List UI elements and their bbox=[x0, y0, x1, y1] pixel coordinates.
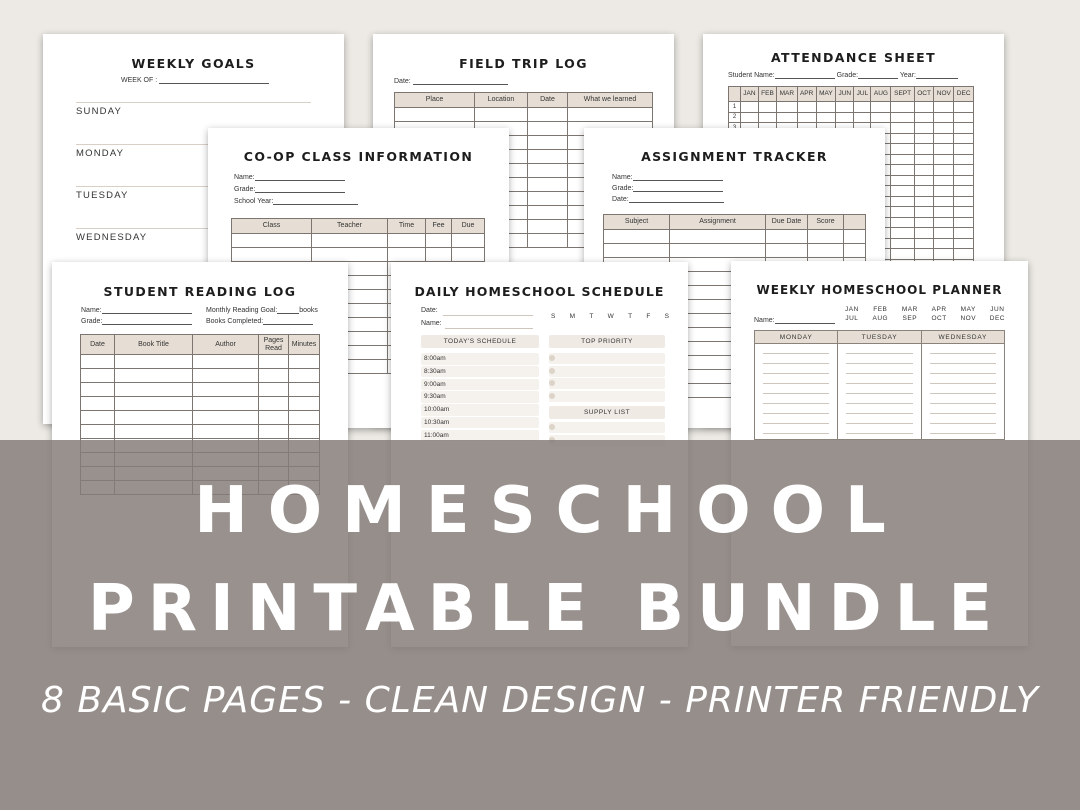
attendance-cell bbox=[934, 102, 954, 113]
date-label: Date: bbox=[612, 196, 629, 203]
attendance-cell bbox=[741, 102, 759, 113]
attendance-cell bbox=[891, 123, 914, 134]
school-year-label: School Year: bbox=[234, 198, 274, 205]
month-label[interactable]: APR bbox=[931, 306, 947, 313]
col-place: Place bbox=[395, 93, 475, 108]
note-line bbox=[846, 353, 912, 354]
attendance-cell bbox=[934, 144, 954, 155]
month-pair bbox=[873, 305, 889, 323]
col-due: Due bbox=[452, 219, 485, 234]
table-row bbox=[81, 355, 320, 369]
month-header: JAN bbox=[741, 87, 759, 102]
day-column bbox=[837, 331, 920, 439]
day-header: TUESDAY bbox=[838, 331, 920, 344]
attendance-cell bbox=[914, 154, 934, 165]
day-monday: MONDAY bbox=[76, 148, 125, 159]
note-line bbox=[763, 353, 829, 354]
table-row bbox=[604, 244, 866, 258]
col-date: Date bbox=[81, 335, 115, 355]
attendance-cell bbox=[914, 165, 934, 176]
note-line bbox=[930, 413, 996, 414]
attendance-cell bbox=[914, 112, 934, 123]
note-line bbox=[930, 373, 996, 374]
day-tuesday: TUESDAY bbox=[76, 190, 129, 201]
month-header: APR bbox=[797, 87, 816, 102]
month-header: JUN bbox=[836, 87, 854, 102]
month-label[interactable]: JUN bbox=[990, 306, 1005, 313]
attendance-cell bbox=[836, 102, 854, 113]
col-author: Author bbox=[193, 335, 259, 355]
note-line bbox=[763, 363, 829, 364]
col-minutes: Minutes bbox=[289, 335, 320, 355]
attendance-cell bbox=[777, 102, 797, 113]
attendance-cell bbox=[954, 228, 974, 239]
day-header: WEDNESDAY bbox=[922, 331, 1004, 344]
month-header: MAY bbox=[816, 87, 835, 102]
day-column bbox=[921, 331, 1004, 439]
attendance-cell bbox=[914, 207, 934, 218]
time-label: 10:00am bbox=[424, 406, 450, 414]
attendance-cell bbox=[934, 175, 954, 186]
table-row bbox=[729, 102, 974, 113]
attendance-cell bbox=[836, 112, 854, 123]
attendance-cell bbox=[954, 144, 974, 155]
weekday-letter[interactable]: W bbox=[607, 313, 614, 320]
attendance-cell bbox=[934, 217, 954, 228]
books-label: books bbox=[299, 307, 318, 314]
table-row bbox=[232, 234, 485, 248]
attendance-cell bbox=[914, 228, 934, 239]
note-line bbox=[930, 363, 996, 364]
attendance-cell bbox=[871, 102, 891, 113]
bullet-icon bbox=[549, 355, 555, 361]
row-number-header bbox=[729, 87, 741, 102]
priority-list bbox=[549, 353, 665, 403]
col-book-title: Book Title bbox=[115, 335, 193, 355]
day-column bbox=[755, 331, 837, 439]
time-label: 9:30am bbox=[424, 393, 446, 401]
attendance-cell bbox=[891, 102, 914, 113]
schedule-slot bbox=[421, 404, 539, 416]
note-line bbox=[763, 413, 829, 414]
attendance-cell bbox=[891, 249, 914, 260]
col-extra bbox=[844, 215, 866, 230]
schedule-slot bbox=[421, 417, 539, 429]
attendance-cell bbox=[871, 112, 891, 123]
note-line bbox=[763, 433, 829, 434]
year-label: Year: bbox=[899, 72, 916, 79]
month-header: MAR bbox=[777, 87, 797, 102]
attendance-cell bbox=[954, 133, 974, 144]
attendance-cell bbox=[954, 102, 974, 113]
attendance-cell bbox=[914, 196, 934, 207]
note-line bbox=[846, 423, 912, 424]
time-label: 8:00am bbox=[424, 355, 446, 362]
month-header: NOV bbox=[934, 87, 954, 102]
attendance-cell bbox=[934, 238, 954, 249]
list-item bbox=[549, 353, 665, 364]
attendance-cell bbox=[954, 186, 974, 197]
month-header: AUG bbox=[871, 87, 891, 102]
daily-title: DAILY HOMESCHOOL SCHEDULE bbox=[414, 284, 665, 299]
list-item bbox=[549, 391, 665, 402]
time-label: 10:30am bbox=[424, 418, 450, 426]
attendance-cell bbox=[797, 112, 816, 123]
week-of-label: WEEK OF : bbox=[121, 77, 158, 84]
attendance-cell bbox=[758, 112, 776, 123]
reading-title: STUDENT READING LOG bbox=[103, 284, 297, 299]
note-line bbox=[846, 433, 912, 434]
table-row bbox=[604, 230, 866, 244]
time-label: 9:00am bbox=[424, 380, 446, 388]
col-location: Location bbox=[475, 93, 528, 108]
time-label: 8:30am bbox=[424, 367, 446, 375]
note-line bbox=[846, 403, 912, 404]
attendance-cell bbox=[934, 228, 954, 239]
attendance-cell bbox=[891, 186, 914, 197]
month-header: OCT bbox=[914, 87, 934, 102]
month-header: DEC bbox=[954, 87, 974, 102]
student-name-label: Student Name: bbox=[728, 72, 775, 79]
attendance-cell bbox=[954, 123, 974, 134]
attendance-cell bbox=[914, 186, 934, 197]
grade-label: Grade: bbox=[81, 318, 103, 325]
month-label[interactable]: MAY bbox=[960, 306, 976, 313]
table-row bbox=[395, 108, 653, 122]
note-line bbox=[763, 373, 829, 374]
attendance-cell bbox=[891, 217, 914, 228]
time-label: 11:00am bbox=[424, 431, 449, 439]
attendance-cell bbox=[914, 144, 934, 155]
attendance-cell bbox=[891, 196, 914, 207]
attendance-cell bbox=[954, 249, 974, 260]
col-due-date: Due Date bbox=[766, 215, 808, 230]
weekday-selector bbox=[551, 313, 669, 320]
attendance-cell bbox=[891, 238, 914, 249]
date-line bbox=[413, 77, 508, 85]
list-item bbox=[549, 366, 665, 377]
table-row bbox=[81, 397, 320, 411]
attendance-cell bbox=[934, 249, 954, 260]
attendance-cell bbox=[777, 112, 797, 123]
divider bbox=[76, 102, 311, 103]
col-fee: Fee bbox=[426, 219, 452, 234]
grade-label: Grade: bbox=[612, 185, 634, 192]
note-line bbox=[763, 383, 829, 384]
col-score: Score bbox=[808, 215, 844, 230]
month-label[interactable]: AUG bbox=[872, 315, 889, 322]
field-trip-title: FIELD TRIP LOG bbox=[459, 56, 588, 71]
todays-schedule-header: TODAY'S SCHEDULE bbox=[421, 335, 539, 348]
month-label[interactable]: SEP bbox=[902, 315, 918, 322]
bullet-icon bbox=[549, 424, 555, 430]
week-of-line bbox=[159, 76, 269, 84]
weekly-goals-title: WEEKLY GOALS bbox=[131, 56, 256, 71]
col-subject: Subject bbox=[604, 215, 670, 230]
reading-goal-label: Monthly Reading Goal: bbox=[206, 307, 278, 314]
name-label: Name: bbox=[81, 307, 102, 314]
grade-label: Grade: bbox=[234, 186, 256, 193]
day-columns bbox=[754, 330, 1005, 440]
top-priority-header: TOP PRIORITY bbox=[549, 335, 665, 348]
day-wednesday: WEDNESDAY bbox=[76, 232, 148, 243]
col-pages-read: Pages Read bbox=[259, 335, 289, 355]
attendance-cell bbox=[934, 133, 954, 144]
month-pair bbox=[845, 305, 859, 323]
attendance-cell bbox=[816, 102, 835, 113]
col-class: Class bbox=[232, 219, 312, 234]
attendance-cell bbox=[954, 207, 974, 218]
attendance-cell bbox=[914, 238, 934, 249]
weekday-letter[interactable]: T bbox=[589, 313, 594, 320]
month-label[interactable]: MAR bbox=[901, 306, 918, 313]
month-pair bbox=[990, 305, 1005, 323]
note-line bbox=[846, 413, 912, 414]
name-label: Name: bbox=[421, 320, 442, 327]
month-label[interactable]: FEB bbox=[873, 306, 888, 313]
attendance-cell bbox=[891, 154, 914, 165]
note-line bbox=[930, 433, 996, 434]
note-line bbox=[930, 393, 996, 394]
weekday-letter[interactable]: S bbox=[551, 313, 556, 320]
attendance-cell bbox=[891, 228, 914, 239]
attendance-cell bbox=[914, 133, 934, 144]
attendance-cell bbox=[891, 207, 914, 218]
attendance-cell bbox=[954, 196, 974, 207]
banner-title-line1: HOMESCHOOL bbox=[194, 474, 906, 548]
weekday-letter[interactable]: T bbox=[628, 313, 633, 320]
schedule-slot bbox=[421, 391, 539, 403]
attendance-cell bbox=[934, 207, 954, 218]
weekday-letter[interactable]: S bbox=[664, 313, 669, 320]
list-item bbox=[549, 378, 665, 389]
attendance-cell bbox=[934, 186, 954, 197]
col-date: Date bbox=[528, 93, 568, 108]
attendance-cell bbox=[914, 249, 934, 260]
assignment-title: ASSIGNMENT TRACKER bbox=[641, 149, 828, 164]
banner-subtitle: 8 BASIC PAGES - CLEAN DESIGN - PRINTER FRIENDLY bbox=[40, 680, 1039, 721]
attendance-cell bbox=[934, 165, 954, 176]
month-selector bbox=[845, 305, 1005, 323]
weekday-letter[interactable]: M bbox=[569, 313, 576, 320]
attendance-cell bbox=[891, 165, 914, 176]
note-line bbox=[763, 393, 829, 394]
note-line bbox=[930, 403, 996, 404]
schedule-list bbox=[421, 353, 539, 443]
attendance-title: ATTENDANCE SHEET bbox=[770, 50, 937, 65]
month-label[interactable]: OCT bbox=[931, 315, 947, 322]
attendance-cell bbox=[891, 133, 914, 144]
note-line bbox=[930, 353, 996, 354]
attendance-cell bbox=[934, 123, 954, 134]
day-sunday: SUNDAY bbox=[76, 106, 123, 117]
attendance-cell bbox=[914, 217, 934, 228]
table-row bbox=[81, 425, 320, 439]
attendance-cell bbox=[914, 175, 934, 186]
bullet-icon bbox=[549, 380, 555, 386]
schedule-slot bbox=[421, 366, 539, 378]
name-label: Name: bbox=[234, 174, 255, 181]
note-line bbox=[763, 423, 829, 424]
attendance-cell bbox=[914, 102, 934, 113]
date-label: Date: bbox=[421, 307, 438, 314]
banner-title-line2: PRINTABLE BUNDLE bbox=[87, 572, 1006, 646]
supply-list-header: SUPPLY LIST bbox=[549, 406, 665, 419]
coop-title: CO-OP CLASS INFORMATION bbox=[243, 149, 474, 164]
note-line bbox=[846, 373, 912, 374]
table-row bbox=[729, 112, 974, 123]
month-label[interactable]: JUL bbox=[845, 315, 859, 322]
list-item bbox=[549, 422, 665, 433]
attendance-cell bbox=[954, 217, 974, 228]
note-line bbox=[846, 363, 912, 364]
col-assignment: Assignment bbox=[670, 215, 766, 230]
table-row bbox=[81, 369, 320, 383]
attendance-cell bbox=[914, 123, 934, 134]
books-completed-label: Books Completed: bbox=[206, 318, 264, 325]
attendance-cell bbox=[741, 112, 759, 123]
col-time: Time bbox=[388, 219, 426, 234]
attendance-cell bbox=[854, 112, 871, 123]
attendance-cell bbox=[934, 112, 954, 123]
attendance-cell bbox=[954, 175, 974, 186]
row-number: 2 bbox=[729, 112, 741, 123]
attendance-cell bbox=[954, 165, 974, 176]
attendance-cell bbox=[934, 196, 954, 207]
note-line bbox=[930, 423, 996, 424]
row-number: 1 bbox=[729, 102, 741, 113]
weekday-letter[interactable]: F bbox=[646, 313, 651, 320]
attendance-cell bbox=[954, 154, 974, 165]
name-label: Name: bbox=[612, 174, 633, 181]
month-pair bbox=[902, 305, 918, 323]
attendance-cell bbox=[891, 112, 914, 123]
bullet-icon bbox=[549, 393, 555, 399]
month-header: SEPT bbox=[891, 87, 914, 102]
attendance-cell bbox=[891, 175, 914, 186]
planner-title: WEEKLY HOMESCHOOL PLANNER bbox=[756, 283, 1003, 297]
month-label[interactable]: JAN bbox=[845, 306, 859, 313]
note-line bbox=[763, 403, 829, 404]
date-label: Date: bbox=[394, 78, 411, 85]
note-line bbox=[846, 383, 912, 384]
table-row bbox=[232, 248, 485, 262]
attendance-cell bbox=[758, 102, 776, 113]
month-label[interactable]: NOV bbox=[960, 315, 977, 322]
note-line bbox=[930, 383, 996, 384]
table-row bbox=[81, 383, 320, 397]
bullet-icon bbox=[549, 368, 555, 374]
month-header: FEB bbox=[758, 87, 776, 102]
name-label: Name: bbox=[754, 317, 775, 324]
month-pair bbox=[931, 305, 946, 323]
col-learned: What we learned bbox=[568, 93, 653, 108]
attendance-cell bbox=[934, 154, 954, 165]
attendance-cell bbox=[954, 238, 974, 249]
attendance-cell bbox=[954, 112, 974, 123]
day-header: MONDAY bbox=[755, 331, 837, 344]
grade-label: Grade: bbox=[836, 72, 859, 79]
schedule-slot bbox=[421, 353, 539, 365]
month-label[interactable]: DEC bbox=[989, 315, 1005, 322]
month-header: JUL bbox=[854, 87, 871, 102]
attendance-cell bbox=[854, 102, 871, 113]
attendance-cell bbox=[891, 144, 914, 155]
attendance-cell bbox=[797, 102, 816, 113]
col-teacher: Teacher bbox=[312, 219, 388, 234]
attendance-cell bbox=[816, 112, 835, 123]
schedule-slot bbox=[421, 379, 539, 391]
month-pair bbox=[960, 305, 976, 323]
table-row bbox=[81, 411, 320, 425]
note-line bbox=[846, 393, 912, 394]
